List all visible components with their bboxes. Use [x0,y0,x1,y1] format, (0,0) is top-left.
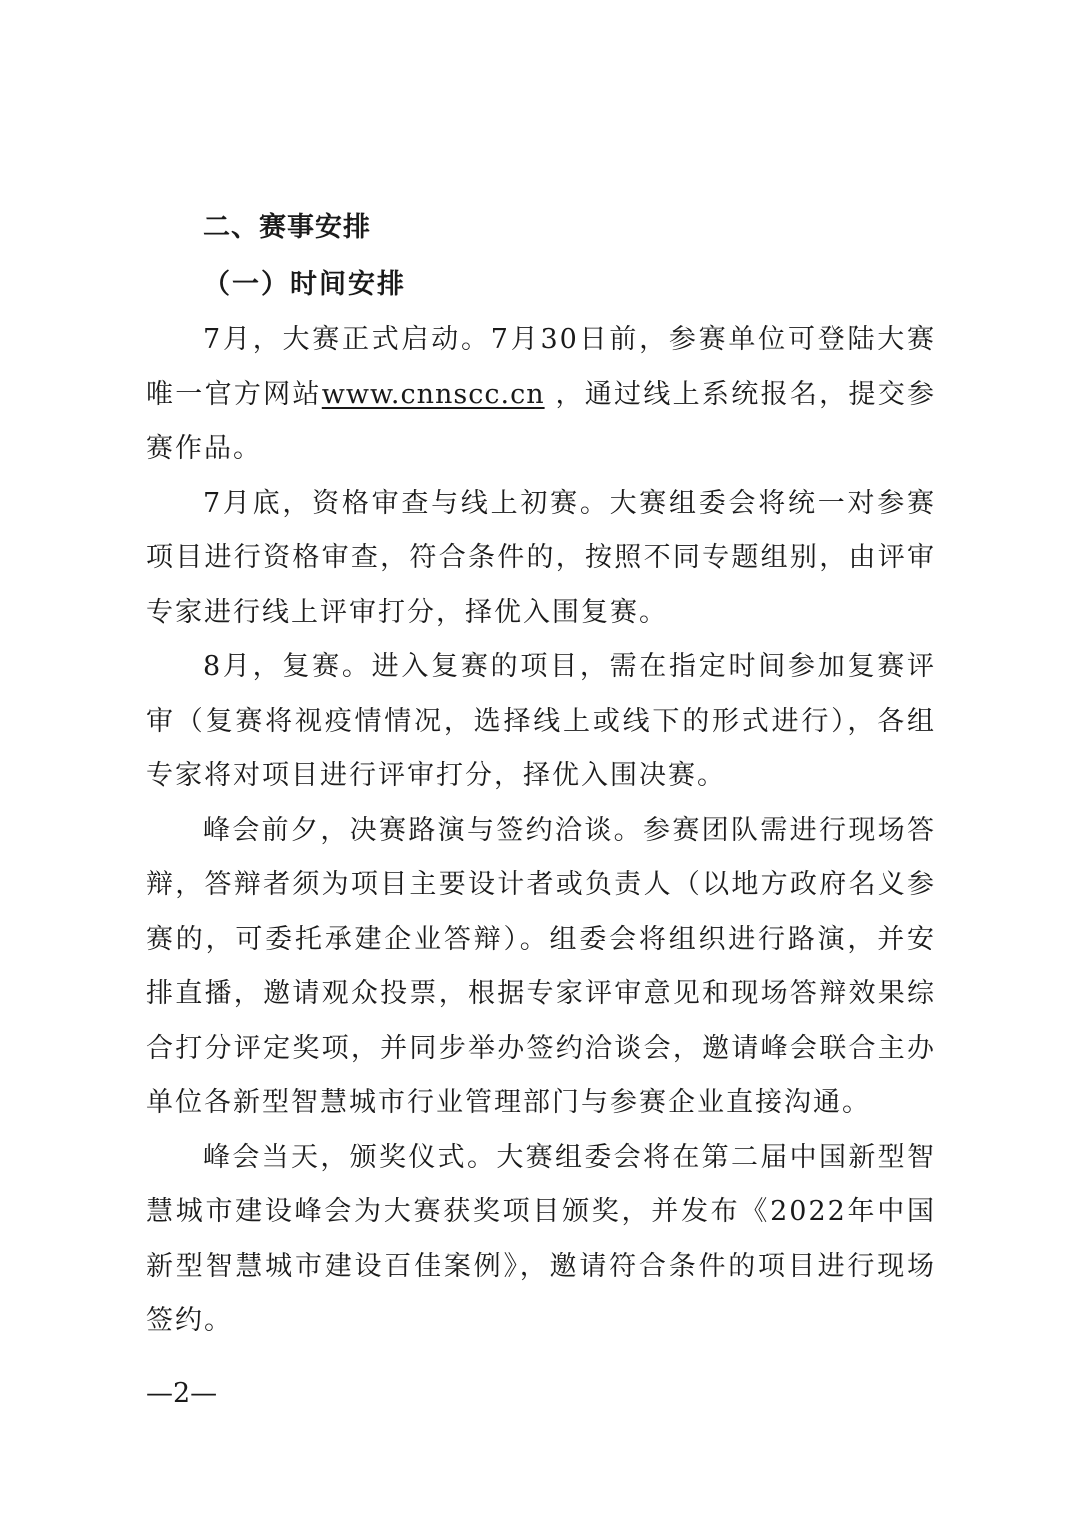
paragraph-launch [146,313,936,477]
document-body [146,313,936,1349]
paragraph-award-ceremony: 峰会当天，颁奖仪式。大赛组委会将在第二届中国新型智慧城市建设峰会为大赛获奖项目颁奖，并发布《2022年中国新型智慧城市建设百佳案例》，邀请符合条件的项目进行现场签约。 [146,1141,936,1336]
sub-heading: （一）时间安排 [203,269,406,300]
paragraph-qualification-review: 7月底，资格审查与线上初赛。大赛组委会将统一对参赛项目进行资格审查，符合条件的，按照不同专题组别，由评审专家进行线上评审打分，择优入围复赛。 [146,487,936,628]
paragraph-launch-text-start: 7月，大赛正式启动。7月30日前，参赛单位可登陆大赛唯一官方网站 [146,324,936,410]
paragraph-final-roadshow: 峰会前夕，决赛路演与签约洽谈。参赛团队需进行现场答辩，答辩者须为项目主要设计者或负责人（以地方政府名义参赛的，可委托承建企业答辩）。组委会将组织进行路演，并安排直播，邀请观众投票，根据专家评审意见和现场答辩效果综合打分评定奖项，并同步举办签约洽谈会，邀请峰会联合主办单位各新型智慧城市行业管理部门与参赛企业直接沟通。 [146,814,936,1118]
page-number: —2— [146,1378,218,1409]
paragraph-launch-text-end: ，通过线上系统报名，提交参赛作品。 [146,378,937,464]
official-website-link[interactable]: www.cnnscc.cn [321,378,545,410]
section-heading: 二、赛事安排 [203,212,371,243]
paragraph-semifinal: 8月，复赛。进入复赛的项目，需在指定时间参加复赛评审（复赛将视疫情情况，选择线上或线下的形式进行），各组专家将对项目进行评审打分，择优入围决赛。 [146,651,936,791]
